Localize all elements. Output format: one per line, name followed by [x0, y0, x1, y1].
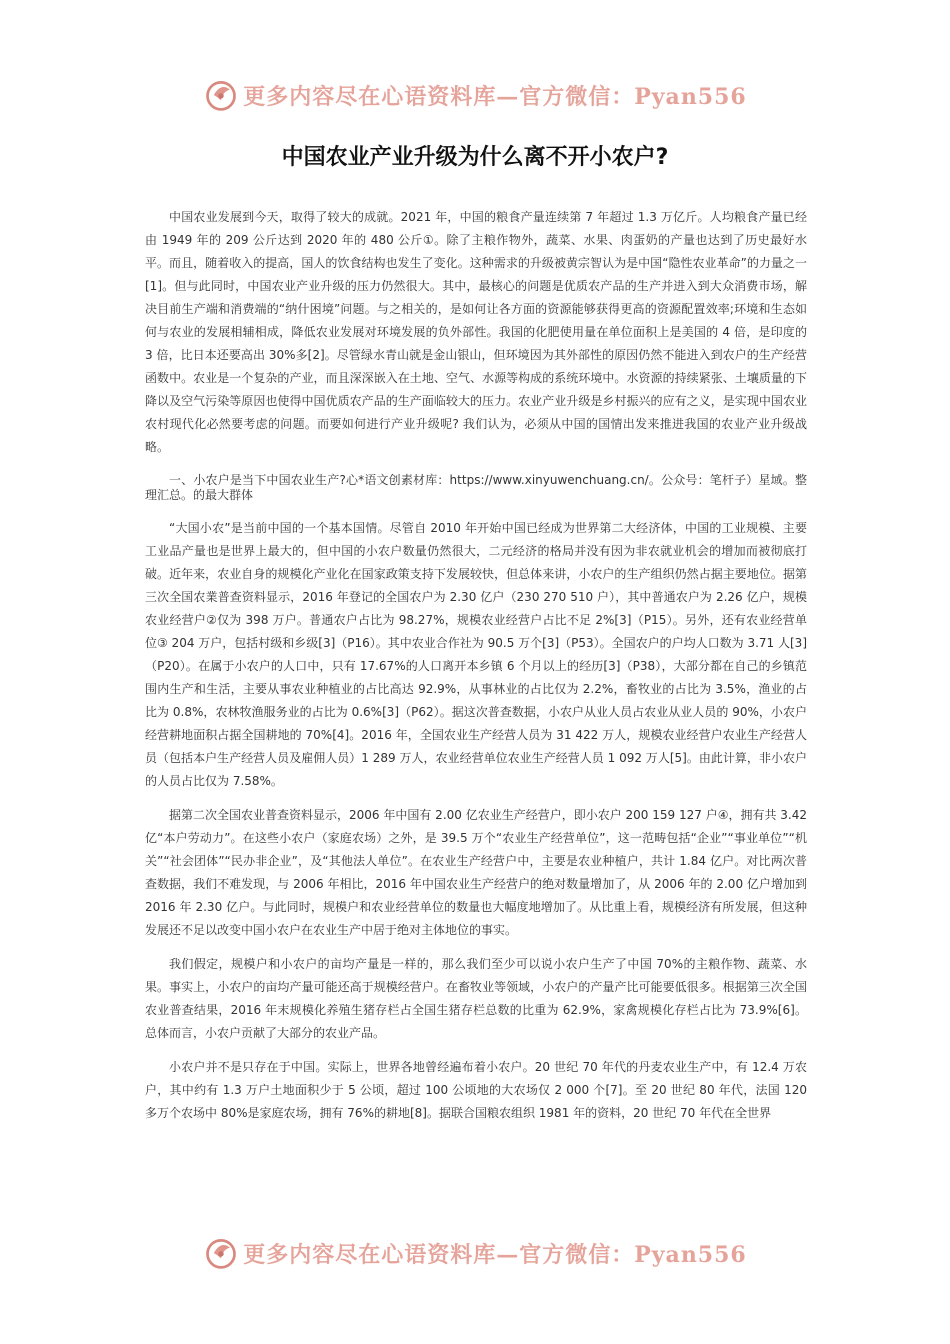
article-body — [145, 206, 807, 1136]
footer-watermark-banner — [0, 1228, 950, 1278]
footer-watermark-text: 更多内容尽在心语资料库—官方微信：Pyan556 — [243, 1241, 747, 1268]
paragraph-small-farmers: “大国小农”是当前中国的一个基本国情。尽管自 2010 年开始中国已经成为世界第二大经济体，中国的工业规模、主要工业品产量也是世界上最大的，但中国的小农户数量仍然很大，二元经济的格局并没有因为非农就业机会的增加而被彻底打破。近年来，农业自身的规模化产业化在国家政策支持下发展较快，但总体来讲，小农户的生产组织仍然占据主要地位。据第三次全国农業普查资料显示，2016 年登记的全国农户为 2.30 亿户（230 270 510 户），其中普通农户为 2.26 亿户，规模农业经营户②仅为 398 万户。普通农户占比为 98.27%，规模农业经营户占比不足 2%[3]（P15）。另外，还有农业经营单位③ 204 万户，包括村级和乡级[3]（P16）。其中农业合作社为 90.5 万个[3]（P53）。全国农户的户均人口数为 3.71 人[3]（P20）。在属于小农户的人口中，只有 17.67%的人口离开本乡镇 6 个月以上的经历[3]（P38），大部分都在自己的乡镇范围内生产和生活，主要从事农业种植业的占比高达 92.9%，从事林业的占比仅为 2.2%，畜牧业的占比为 3.5%，渔业的占比为 0.8%，农林牧渔服务业的占比为 0.6%[3]（P62）。据这次普查数据，小农户从业人员占农业从业人员的 90%，小农户经营耕地面积占据全国耕地的 70%[4]。2016 年，全国农业生产经营人员为 31 422 万人，规模农业经营户农业生产经营人员（包括本户生产经营人员及雇佣人员）1 289 万人，农业经营单位农业生产经营人员 1 092 万人[5]。由此计算，非小农户的人员占比仅为 7.58%。 — [145, 521, 807, 788]
section-heading: 一、小农户是当下中国农业生产?心*语文创素材库：https://www.xinyuwenchuang.cn/。公众号：笔杆子）星域。整理汇总。的最大群体 — [145, 473, 807, 502]
paragraph-intro: 中国农业发展到今天，取得了较大的成就。2021 年，中国的粮食产量连续第 7 年超过 1.3 万亿斤。人均粮食产量已经由 1949 年的 209 公斤达到 2020 年的 480 公斤①。除了主粮作物外，蔬菜、水果、肉蛋奶的产量也达到了历史最好水平。而且，随着收入的提高，国人的饮食结构也发生了变化。这种需求的升级被黄宗智认为是中国“隐性农业革命”的力量之一[1]。但与此同时，中国农业产业升级的压力仍然很大。其中，最核心的问题是优质农产品的生产并进入到大众消费市场，解决目前生产端和消费端的“纳什困境”问题。与之相关的，是如何让各方面的资源能够获得更高的资源配置效率;环境和生态如何与农业的发展相辅相成，降低农业发展对环境发展的负外部性。我国的化肥使用量在单位面积上是美国的 4 倍，是印度的 3 倍，比日本还要高出 30%多[2]。尽管绿水青山就是金山银山，但环境因为其外部性的原因仍然不能进入到农户的生产经营函数中。农业是一个复杂的产业，而且深深嵌入在土地、空气、水源等构成的系统环境中。水资源的持续紧张、土壤质量的下降以及空气污染等原因也使得中国优质农产品的生产面临较大的压力。农业产业升级是乡村振兴的应有之义，是实现中国农业农村现代化必然要考虑的问题。而要如何进行产业升级呢? 我们认为，必须从中国的国情出发来推进我国的农业产业升级战略。 — [145, 210, 807, 454]
paragraph-global-smallholders: 小农户并不是只存在于中国。实际上，世界各地曾经遍布着小农户。20 世纪 70 年代的丹麦农业生产中，有 12.4 万农户，其中约有 1.3 万户土地面积少于 5 公顷，超过 100 公顷地的大农场仅 2 000 个[7]。至 20 世纪 80 年代，法国 120 多万个农场中 80%是家庭农场，拥有 76%的耕地[8]。据联合国粮农组织 1981 年的资料，20 世纪 70 年代在全世界 — [145, 1060, 807, 1120]
article-title: 中国农业产业升级为什么离不开小农户? — [281, 145, 669, 170]
brand-logo-icon — [203, 77, 239, 113]
brand-logo-icon — [203, 1235, 239, 1271]
paragraph-second-census: 据第二次全国农业普查资料显示，2006 年中国有 2.00 亿农业生产经营户，即小农户 200 159 127 户④，拥有共 3.42 亿“本户劳动力”。在这些小农户（家庭农场）之外，是 39.5 万个“农业生产经营单位”，这一范畴包括“企业”“事业单位”“机关”“社会团体”“民办非企业”，及“其他法人单位”。在农业生产经营户中，主要是农业种植户，共计 1.84 亿户。对比两次普查数据，我们不难发现，与 2006 年相比，2016 年中国农业生产经营户的绝对数量增加了，从 2006 年的 2.00 亿户增加到 2016 年 2.30 亿户。与此同时，规模户和农业经营单位的数量也大幅度地增加了。从比重上看，规模经济有所发展，但这种发展还不足以改变中国小农户在农业生产中居于绝对主体地位的事实。 — [145, 808, 807, 937]
paragraph-yield-assumption: 我们假定，规模户和小农户的亩均产量是一样的，那么我们至少可以说小农户生产了中国 70%的主粮作物、蔬菜、水果。事实上，小农户的亩均产量可能还高于规模经营户。在畜牧业等领域，小农户的产量产比可能要低很多。根据第三次全国农业普查结果，2016 年末规模化养殖生猪存栏占全国生猪存栏总数的比重为 62.9%，家禽规模化存栏占比为 73.9%[6]。总体而言，小农户贡献了大部分的农业产品。 — [145, 957, 807, 1040]
header-watermark-text: 更多内容尽在心语资料库—官方微信：Pyan556 — [243, 83, 747, 110]
header-watermark-banner — [0, 70, 950, 120]
